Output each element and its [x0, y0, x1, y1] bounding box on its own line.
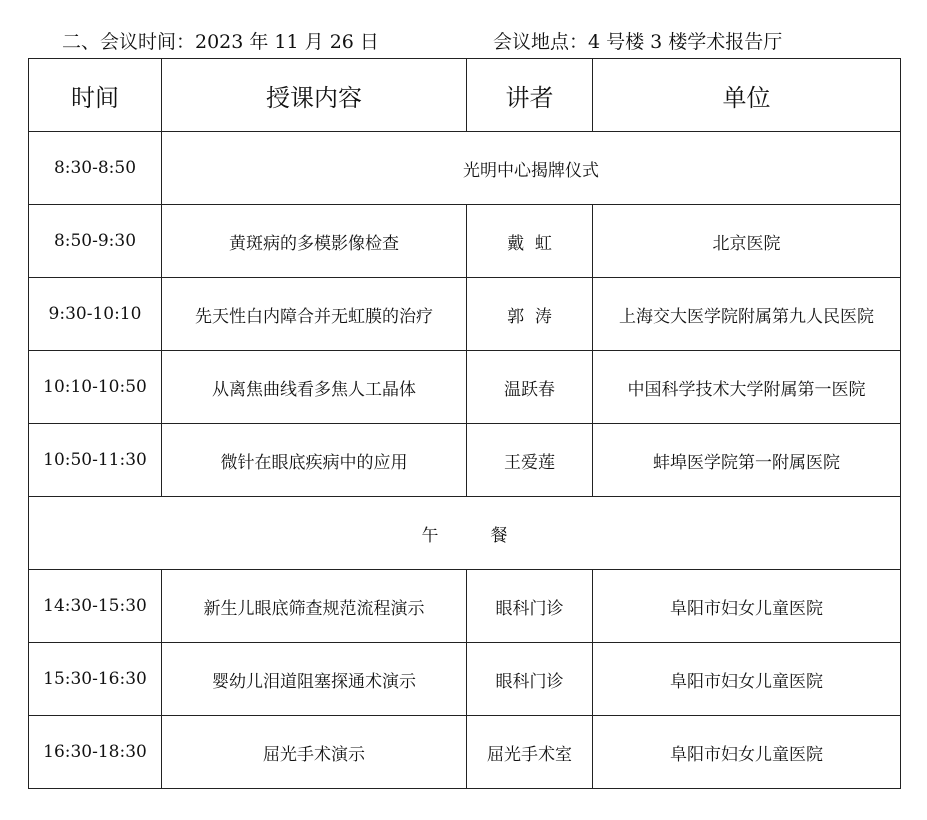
- speaker-cell: 眼科门诊: [467, 570, 593, 643]
- lunch-char-2: 餐: [490, 525, 508, 546]
- topic-cell: 屈光手术演示: [162, 716, 467, 789]
- time-cell: 15:30-16:30: [29, 643, 162, 716]
- topic-cell: 微针在眼底疾病中的应用: [162, 424, 467, 497]
- speaker-cell: 戴 虹: [467, 205, 593, 278]
- table-row: [29, 424, 901, 497]
- header-time: 时间: [29, 59, 162, 132]
- unit-cell: 上海交大医学院附属第九人民医院: [593, 278, 901, 351]
- topic-cell: 新生儿眼底筛查规范流程演示: [162, 570, 467, 643]
- header-unit: 单位: [593, 59, 901, 132]
- time-cell: 16:30-18:30: [29, 716, 162, 789]
- time-cell: 8:30-8:50: [29, 132, 162, 205]
- table-row: [29, 716, 901, 789]
- time-cell: 10:50-11:30: [29, 424, 162, 497]
- unit-cell: 中国科学技术大学附属第一医院: [593, 351, 901, 424]
- topic-cell: 先天性白内障合并无虹膜的治疗: [162, 278, 467, 351]
- time-cell: 8:50-9:30: [29, 205, 162, 278]
- meeting-info-line: [0, 26, 927, 58]
- table-row: [29, 132, 901, 205]
- meeting-venue: 会议地点：4 号楼 3 楼学术报告厅: [493, 31, 783, 53]
- table-row: [29, 570, 901, 643]
- unit-cell: 阜阳市妇女儿童医院: [593, 643, 901, 716]
- table-row: [29, 205, 901, 278]
- topic-cell: 婴幼儿泪道阻塞探通术演示: [162, 643, 467, 716]
- speaker-cell: 屈光手术室: [467, 716, 593, 789]
- speaker-cell: 郭 涛: [467, 278, 593, 351]
- time-cell: 10:10-10:50: [29, 351, 162, 424]
- topic-cell: 黄斑病的多模影像检查: [162, 205, 467, 278]
- lunch-row: [29, 497, 901, 570]
- unit-cell: 阜阳市妇女儿童医院: [593, 570, 901, 643]
- time-cell: 9:30-10:10: [29, 278, 162, 351]
- ceremony-cell: 光明中心揭牌仪式: [162, 132, 901, 205]
- unit-cell: 蚌埠医学院第一附属医院: [593, 424, 901, 497]
- lunch-char-1: 午: [421, 525, 439, 546]
- time-cell: 14:30-15:30: [29, 570, 162, 643]
- schedule-table: [28, 58, 901, 789]
- table-row: [29, 278, 901, 351]
- header-speaker: 讲者: [467, 59, 593, 132]
- topic-cell: 从离焦曲线看多焦人工晶体: [162, 351, 467, 424]
- table-header-row: [29, 59, 901, 132]
- meeting-time: 二、会议时间：2023 年 11 月 26 日: [62, 31, 379, 53]
- unit-cell: 阜阳市妇女儿童医院: [593, 716, 901, 789]
- header-topic: 授课内容: [162, 59, 467, 132]
- lunch-cell: [29, 497, 901, 570]
- speaker-cell: 温跃春: [467, 351, 593, 424]
- table-row: [29, 643, 901, 716]
- table-row: [29, 351, 901, 424]
- speaker-cell: 王爱莲: [467, 424, 593, 497]
- speaker-cell: 眼科门诊: [467, 643, 593, 716]
- unit-cell: 北京医院: [593, 205, 901, 278]
